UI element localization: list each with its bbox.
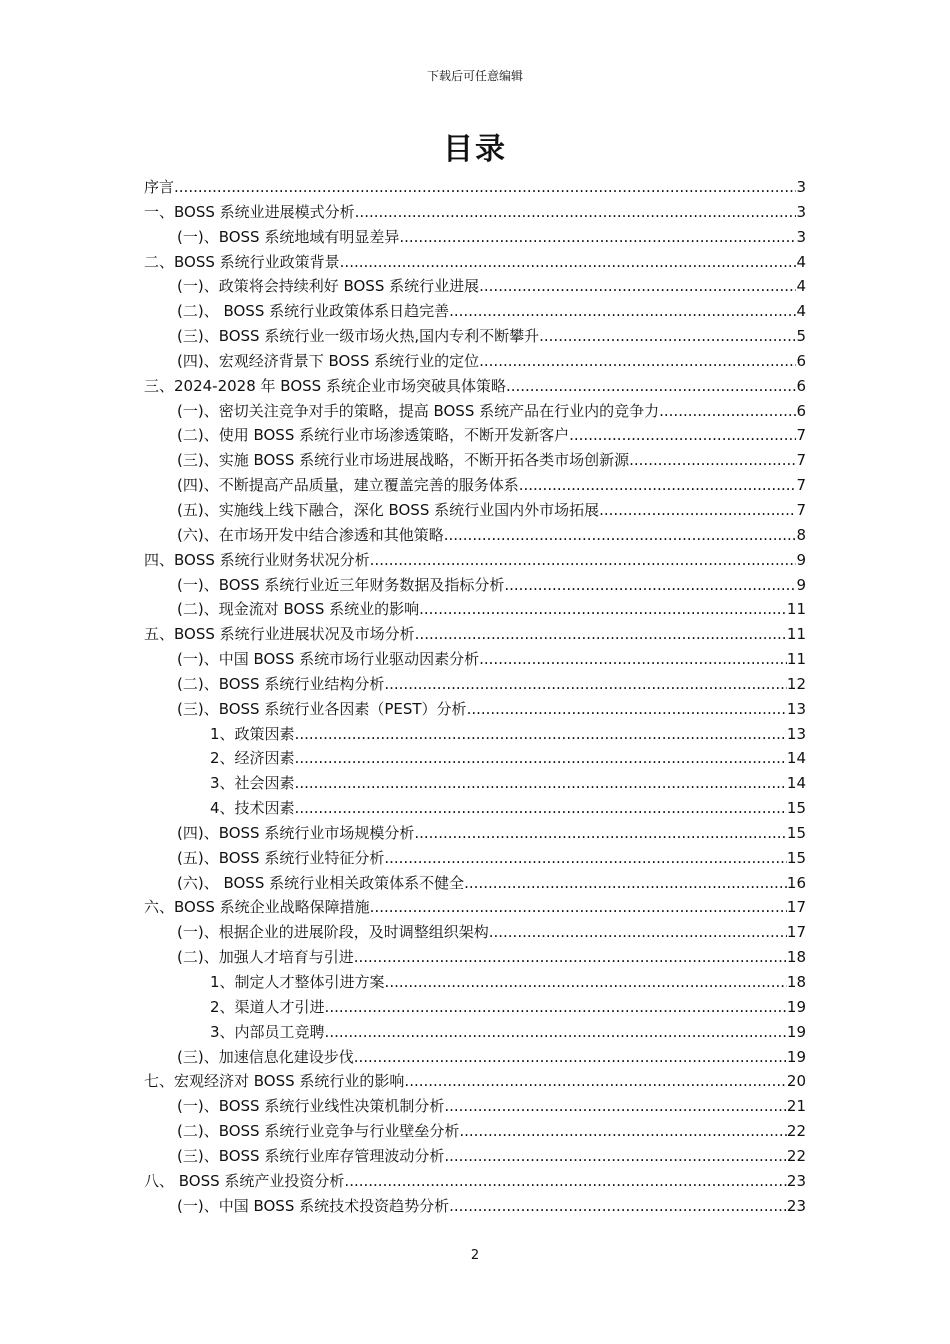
toc-entry-page: 7 (796, 426, 806, 445)
toc-entry-page: 11 (786, 625, 806, 644)
toc-entry-text: 二、BOSS 系统行业政策背景 (144, 252, 340, 271)
toc-entry-page: 3 (796, 178, 806, 196)
toc-entry[interactable] (144, 1094, 806, 1119)
toc-entry-page: 17 (786, 898, 806, 917)
page-number: 2 (470, 1248, 480, 1263)
toc-entry-text: (一)、中国 BOSS 系统技术投资趋势分析 (177, 1196, 450, 1215)
toc-entry-text: (三)、BOSS 系统行业各因素（PEST）分析 (177, 699, 467, 718)
toc-entry[interactable] (144, 895, 806, 920)
toc-entry-page: 18 (786, 973, 806, 991)
toc-entry-text: (一)、BOSS 系统行业近三年财务数据及指标分析 (177, 575, 505, 594)
toc-dot-leader (449, 299, 796, 324)
toc-entry-page: 9 (796, 575, 806, 594)
toc-entry-text: 3、社会因素 (210, 774, 295, 793)
toc-dot-leader (659, 399, 796, 424)
toc-entry[interactable] (144, 1119, 806, 1144)
toc-entry-text: 2、渠道人才引进 (210, 997, 325, 1016)
header-note: 下载后可任意编辑 (426, 69, 523, 83)
toc-entry[interactable] (144, 523, 806, 548)
toc-entry-text: (三)、BOSS 系统行业库存管理波动分析 (177, 1146, 445, 1165)
toc-entry-page: 11 (786, 650, 806, 669)
toc-entry-page: 15 (786, 799, 806, 818)
toc-dot-leader (569, 423, 796, 448)
toc-entry[interactable] (144, 349, 806, 374)
toc-entry-page: 14 (786, 749, 806, 768)
toc-entry-text: (二)、BOSS 系统行业竞争与行业壁垒分析 (177, 1122, 460, 1141)
toc-dot-leader (404, 1069, 786, 1094)
toc-dot-leader (384, 672, 787, 697)
toc-entry-text: (六)、 BOSS 系统行业相关政策体系不健全 (177, 873, 465, 892)
toc-dot-leader (414, 821, 787, 846)
toc-dot-leader (444, 1094, 787, 1119)
toc-dot-leader (385, 970, 787, 995)
toc-entry-text: (二)、BOSS 系统行业结构分析 (177, 674, 385, 693)
toc-entry-page: 22 (786, 1122, 806, 1141)
toc-entry[interactable] (144, 846, 806, 871)
toc-dot-leader (295, 771, 787, 796)
toc-entry[interactable] (144, 250, 806, 275)
toc-entry-page: 4 (796, 277, 806, 296)
toc-entry[interactable] (144, 746, 806, 771)
toc-entry-text: (一)、BOSS 系统地域有明显差异 (177, 227, 400, 246)
toc-entry[interactable] (144, 573, 806, 598)
toc-entry-page: 23 (786, 1171, 806, 1190)
toc-entry-text: (一)、密切关注竞争对手的策略，提高 BOSS 系统产品在行业内的竞争力 (177, 401, 660, 420)
toc-entry-page: 3 (796, 202, 806, 221)
toc-dot-leader (506, 374, 797, 399)
toc-entry-text: (二)、加强人才培育与引进 (177, 948, 354, 967)
toc-entry-text: 3、内部员工竞聘 (210, 1022, 325, 1041)
toc-entry[interactable] (144, 1069, 806, 1094)
toc-entry-page: 19 (786, 1022, 806, 1041)
toc-entry-text: (一)、政策将会持续利好 BOSS 系统行业进展 (177, 277, 480, 296)
toc-entry-page: 6 (796, 351, 806, 370)
toc-entry-page: 16 (786, 873, 806, 892)
toc-entry-page: 14 (786, 774, 806, 793)
toc-entry-page: 15 (786, 848, 806, 867)
toc-entry-page: 17 (786, 923, 806, 942)
toc-entry[interactable] (144, 995, 806, 1020)
toc-entry[interactable] (144, 771, 806, 796)
toc-entry-page: 8 (796, 525, 806, 544)
toc-entry-page: 19 (786, 997, 806, 1016)
toc-entry[interactable] (144, 597, 806, 622)
toc-entry-text: (一)、BOSS 系统行业线性决策机制分析 (177, 1097, 445, 1116)
toc-entry-page: 13 (786, 724, 806, 743)
toc-entry[interactable] (144, 970, 806, 995)
table-of-contents (144, 175, 806, 1218)
toc-dot-leader (504, 573, 796, 598)
toc-entry-text: 1、制定人才整体引进方案 (210, 973, 385, 991)
toc-dot-leader (419, 597, 787, 622)
toc-entry-text: 4、技术因素 (210, 799, 295, 818)
toc-entry-text: (一)、根据企业的进展阶段，及时调整组织架构 (177, 923, 489, 942)
toc-entry-page: 7 (796, 476, 806, 495)
toc-entry-text: (二)、现金流对 BOSS 系统业的影响 (177, 600, 420, 619)
toc-dot-leader (629, 448, 796, 473)
toc-entry-page: 9 (796, 550, 806, 569)
toc-dot-leader (467, 697, 787, 722)
toc-entry[interactable] (144, 1144, 806, 1169)
toc-entry-text: 八、 BOSS 系统产业投资分析 (144, 1171, 345, 1190)
toc-entry[interactable] (144, 175, 806, 200)
toc-dot-leader (489, 920, 787, 945)
toc-entry[interactable] (144, 871, 806, 896)
toc-dot-leader (344, 1169, 786, 1194)
toc-entry-text: 2、经济因素 (210, 749, 295, 768)
toc-entry-page: 22 (786, 1146, 806, 1165)
toc-entry[interactable] (144, 225, 806, 250)
toc-dot-leader (519, 473, 797, 498)
toc-dot-leader (479, 647, 787, 672)
toc-entry[interactable] (144, 1169, 806, 1194)
toc-entry-page: 5 (796, 327, 806, 346)
toc-entry-text: (五)、BOSS 系统行业特征分析 (177, 848, 385, 867)
toc-dot-leader (325, 995, 787, 1020)
toc-entry-text: (一)、中国 BOSS 系统市场行业驱动因素分析 (177, 650, 480, 669)
toc-entry[interactable] (144, 423, 806, 448)
toc-entry[interactable] (144, 374, 806, 399)
toc-entry-text: (三)、BOSS 系统行业一级市场火热,国内专利不断攀升 (177, 327, 540, 346)
toc-entry-text: 1、政策因素 (210, 724, 295, 743)
toc-dot-leader (354, 945, 787, 970)
toc-entry-text: (四)、BOSS 系统行业市场规模分析 (177, 823, 415, 842)
toc-entry[interactable] (144, 473, 806, 498)
toc-entry-text: (五)、实施线上线下融合，深化 BOSS 系统行业国内外市场拓展 (177, 500, 600, 519)
toc-dot-leader (295, 796, 787, 821)
toc-entry-text: (四)、宏观经济背景下 BOSS 系统行业的定位 (177, 351, 480, 370)
toc-entry-text: 五、BOSS 系统行业进展状况及市场分析 (144, 625, 415, 644)
toc-entry-page: 18 (786, 948, 806, 967)
toc-entry-page: 15 (786, 823, 806, 842)
toc-entry-page: 4 (796, 252, 806, 271)
toc-entry-text: (四)、不断提高产品质量，建立覆盖完善的服务体系 (177, 476, 519, 495)
toc-dot-leader (415, 622, 787, 647)
toc-entry[interactable] (144, 1045, 806, 1070)
toc-entry[interactable] (144, 1020, 806, 1045)
toc-dot-leader (325, 1020, 787, 1045)
toc-entry[interactable] (144, 796, 806, 821)
toc-entry-text: 六、BOSS 系统企业战略保障措施 (144, 898, 370, 917)
toc-dot-leader (479, 349, 796, 374)
toc-entry-page: 7 (796, 451, 806, 470)
toc-entry-page: 3 (796, 227, 806, 246)
toc-entry[interactable] (144, 722, 806, 747)
toc-entry-text: (六)、在市场开发中结合渗透和其他策略 (177, 525, 444, 544)
toc-dot-leader (449, 1194, 787, 1219)
toc-entry[interactable] (144, 672, 806, 697)
toc-dot-leader (370, 548, 797, 573)
toc-entry-text: 序言 (144, 178, 175, 196)
toc-entry-text: 四、BOSS 系统行业财务状况分析 (144, 550, 370, 569)
toc-entry-page: 19 (786, 1047, 806, 1066)
toc-dot-leader (479, 274, 796, 299)
toc-entry[interactable] (144, 548, 806, 573)
toc-entry[interactable] (144, 647, 806, 672)
toc-entry-page: 12 (786, 674, 806, 693)
toc-entry-text: (三)、实施 BOSS 系统行业市场进展战略，不断开拓各类市场创新源 (177, 451, 630, 470)
toc-dot-leader (444, 1144, 787, 1169)
toc-dot-leader (444, 523, 797, 548)
toc-entry-page: 21 (786, 1097, 806, 1116)
toc-entry-page: 4 (796, 302, 806, 321)
toc-entry[interactable] (144, 498, 806, 523)
toc-entry-text: (二)、使用 BOSS 系统行业市场渗透策略，不断开发新客户 (177, 426, 570, 445)
toc-entry[interactable] (144, 399, 806, 424)
toc-entry-page: 7 (796, 500, 806, 519)
toc-dot-leader (340, 250, 797, 275)
toc-entry-text: (三)、加速信息化建设步伐 (177, 1047, 354, 1066)
toc-title: 目录 (443, 132, 507, 167)
toc-dot-leader (354, 1045, 787, 1070)
toc-entry[interactable] (144, 274, 806, 299)
toc-entry-text: 七、宏观经济对 BOSS 系统行业的影响 (144, 1072, 405, 1091)
toc-dot-leader (599, 498, 796, 523)
toc-entry-page: 6 (796, 376, 806, 395)
toc-dot-leader (295, 722, 787, 747)
toc-entry[interactable] (144, 622, 806, 647)
toc-entry-text: (二)、 BOSS 系统行业政策体系日趋完善 (177, 302, 450, 321)
toc-entry[interactable] (144, 448, 806, 473)
toc-dot-leader (459, 1119, 787, 1144)
toc-entry-text: 一、BOSS 系统业进展模式分析 (144, 202, 355, 221)
toc-entry-page: 6 (796, 401, 806, 420)
toc-dot-leader (384, 846, 787, 871)
toc-entry[interactable] (144, 324, 806, 349)
toc-entry[interactable] (144, 920, 806, 945)
toc-entry[interactable] (144, 200, 806, 225)
toc-entry-page: 13 (786, 699, 806, 718)
toc-dot-leader (370, 895, 787, 920)
toc-dot-leader (355, 200, 797, 225)
toc-entry[interactable] (144, 1194, 806, 1219)
toc-entry[interactable] (144, 697, 806, 722)
toc-entry[interactable] (144, 299, 806, 324)
toc-dot-leader (399, 225, 796, 250)
toc-entry-text: 三、2024-2028 年 BOSS 系统企业市场突破具体策略 (144, 376, 506, 395)
toc-entry-page: 11 (786, 600, 806, 619)
toc-dot-leader (464, 871, 787, 896)
toc-dot-leader (539, 324, 796, 349)
toc-dot-leader (174, 175, 796, 200)
toc-entry-page: 23 (786, 1196, 806, 1215)
toc-entry-page: 20 (786, 1072, 806, 1091)
toc-entry[interactable] (144, 821, 806, 846)
toc-entry[interactable] (144, 945, 806, 970)
toc-dot-leader (295, 746, 787, 771)
